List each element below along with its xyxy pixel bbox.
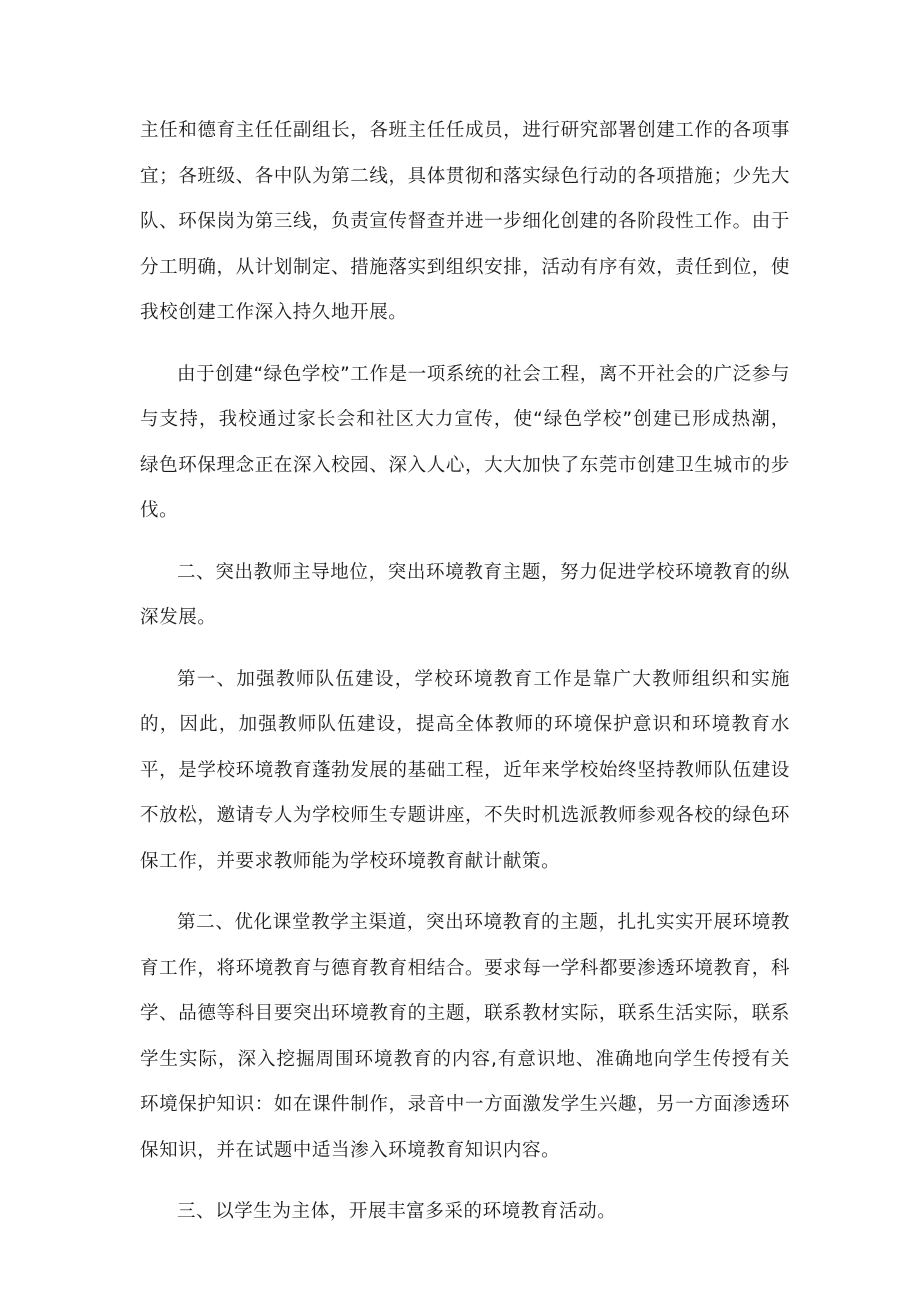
paragraph-classroom-teaching: 第二、优化课堂教学主渠道，突出环境教育的主题，扎扎实实开展环境教育工作，将环境教育与德育教育相结合。要求每一学科都要渗透环境教育，科学、品德等科目要突出环境教育的主题，联系教材实际，联系生活实际，联系学生实际，深入挖掘周围环境教育的内容,有意识地、准确地向学生传授有关环境保护知识：如在课件制作，录音中一方面激发学生兴趣，另一方面渗透环保知识，并在试题中适当渗入环境教育知识内容。 <box>140 912 790 1161</box>
section-heading-teacher-role: 二、突出教师主导地位，突出环境教育主题，努力促进学校环境教育的纵深发展。 <box>140 561 790 628</box>
section-heading-student-activities: 三、以学生为主体，开展丰富多采的环境教育活动。 <box>177 1201 617 1222</box>
paragraph-green-school-support: 由于创建“绿色学校”工作是一项系统的社会工程，离不开社会的广泛参与与支持，我校通过家长会和社区大力宣传，使“绿色学校”创建已形成热潮，绿色环保理念正在深入校园、深入人心，大大加快了东莞市创建卫生城市的步伐。 <box>140 363 790 521</box>
paragraph-continuation: 主任和德育主任任副组长，各班主任任成员，进行研究部署创建工作的各项事宜；各班级、各中队为第二线，具体贯彻和落实绿色行动的各项措施；少先大队、环保岗为第三线，负责宣传督查并进一步细化创建的各阶段性工作。由于分工明确，从计划制定、措施落实到组织安排，活动有序有效，责任到位，使我校创建工作深入持久地开展。 <box>140 120 790 323</box>
document-body <box>140 108 790 1251</box>
paragraph-teacher-team: 第一、加强教师队伍建设，学校环境教育工作是靠广大教师组织和实施的，因此，加强教师队伍建设，提高全体教师的环境保护意识和环境教育水平，是学校环境教育蓬勃发展的基础工程，近年来学校始终坚持教师队伍建设不放松，邀请专人为学校师生专题讲座，不失时机选派教师参观各校的绿色环保工作，并要求教师能为学校环境教育献计献策。 <box>140 668 790 872</box>
